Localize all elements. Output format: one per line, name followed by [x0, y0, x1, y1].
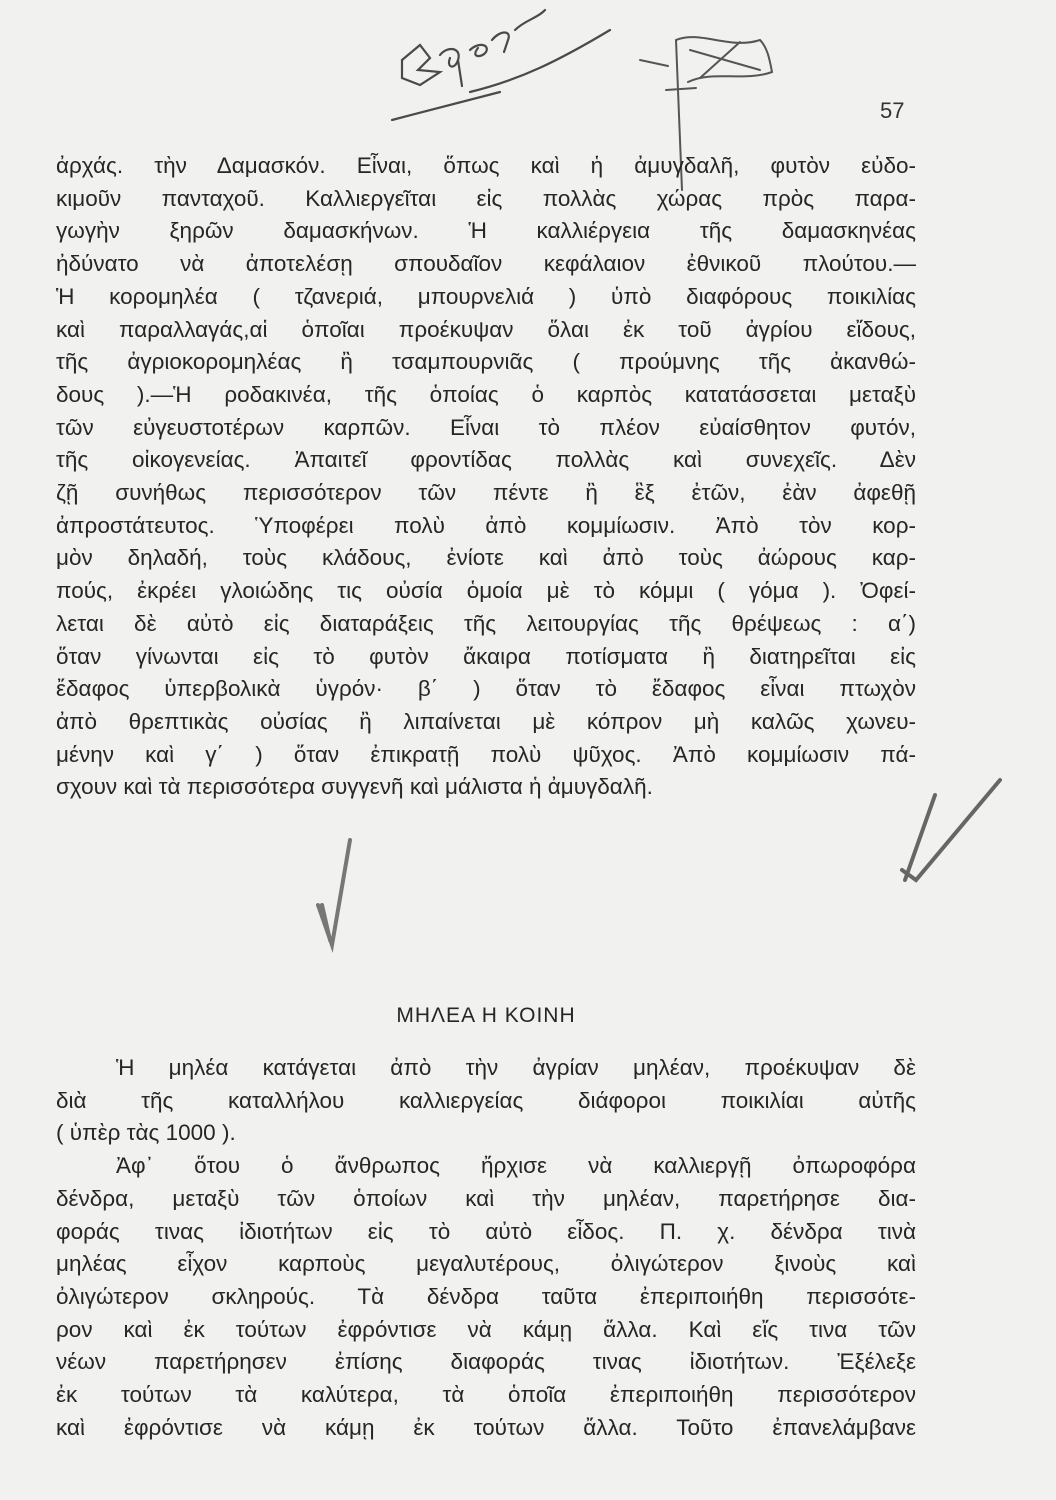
check-mark: [902, 780, 1000, 880]
paragraph-kind-list: [56, 150, 916, 804]
text-line: ζῇ συνήθως περισσότερον τῶν πέντε ἢ ἓξ ἐτῶν, ἐὰν ἀφεθῇ: [56, 480, 916, 506]
text-line: δένδρα, μεταξὺ τῶν ὁποίων καὶ τὴν μηλέαν, παρετήρησε δια-: [56, 1185, 916, 1211]
text-line: μὸν δηλαδή, τοὺς κλάδους, ἐνίοτε καὶ ἀπὸ τοὺς ἀώρους καρ-: [56, 545, 916, 571]
text-line: ἀπροστάτευτος. Ὑποφέρει πολὺ ἀπὸ κομμίωσιν. Ἀπὸ τὸν κορ-: [56, 512, 916, 538]
text-line: ὅταν γίνωνται εἰς τὸ φυτὸν ἄκαιρα ποτίσματα ἢ διατηρεῖται εἰς: [56, 643, 916, 669]
text-line: ἀπὸ θρεπτικὰς οὐσίας ἢ λιπαίνεται μὲ κόπρον μὴ καλῶς χωνευ-: [56, 708, 916, 734]
text-line: ἔδαφος ὑπερβολικὰ ὑγρόν· β΄ ) ὅταν τὸ ἔδαφος εἶναι πτωχὸν: [56, 676, 916, 702]
text-line: λεται δὲ αὐτὸ εἰς διαταράξεις τῆς λειτουργίας τῆς θρέψεως : α΄): [56, 610, 916, 636]
text-line: τῶν εὐγευστοτέρων καρπῶν. Εἶναι τὸ πλέον εὐαίσθητον φυτόν,: [56, 414, 916, 440]
text-line: γωγὴν ξηρῶν δαμασκήνων. Ἡ καλλιέργεια τῆς δαμασκηνέας: [56, 218, 916, 244]
text-line: μηλέας εἶχον καρποὺς μεγαλυτέρους, ὀλιγώτερον ξινοὺς καὶ: [56, 1251, 916, 1277]
text-line: ἠδύνατο νὰ ἀποτελέσῃ σπουδαῖον κεφάλαιον ἐθνικοῦ πλούτου.—: [56, 251, 916, 277]
handwritten-word: [392, 10, 610, 120]
text-line: ( ὑπὲρ τὰς 1000 ).: [56, 1120, 236, 1146]
check-mark: [318, 840, 350, 945]
text-line: νέων παρετήρησεν ἐπίσης διαφοράς τινας ἰδιοτήτων. Ἐξέλεξε: [56, 1349, 916, 1375]
apple-section: [56, 960, 916, 1444]
text-line: διὰ τῆς καταλλήλου καλλιεργείας διάφοροι ποικιλίαι αὐτῆς: [56, 1087, 916, 1113]
apple-intro-paragraph: [56, 1052, 916, 1150]
text-line: Ἡ κορομηλέα ( τζανεριά, μπουρνελιά ) ὑπὸ διαφόρους ποικιλίας: [56, 283, 916, 309]
text-line: ὀλιγώτερον σκληρούς. Τὰ δένδρα ταῦτα ἐπεριποιήθη περισσότε-: [56, 1283, 916, 1309]
text-line: ἀρχάς. τὴν Δαμασκόν. Εἶναι, ὅπως καὶ ἡ ἀμυγδαλῆ, φυτὸν εὐδο-: [56, 153, 916, 178]
text-line: κιμοῦν πανταχοῦ. Καλλιεργεῖται εἰς πολλὰς χώρας πρὸς παρα-: [56, 185, 916, 211]
text-line: ἐκ τούτων τὰ καλύτερα, τὰ ὁποῖα ἐπεριποιήθη περισσότερον: [56, 1382, 916, 1408]
text-line: πούς, ἐκρέει γλοιώδης τις οὐσία ὁμοία μὲ τὸ κόμμι ( γόμα ). Ὀφεί-: [56, 578, 916, 604]
text-line: καὶ ἐφρόντισε νὰ κάμῃ ἐκ τούτων ἄλλα. Τοῦτο ἐπανελάμβανε: [56, 1414, 916, 1440]
apple-history-paragraph: [56, 1150, 916, 1444]
text-line: Ἀφ᾽ ὅτου ὁ ἄνθρωπος ἤρχισε νὰ καλλιεργῇ ὀπωροφόρα: [116, 1153, 916, 1179]
text-line: Ἡ μηλέα κατάγεται ἀπὸ τὴν ἀγρίαν μηλέαν, προέκυψαν δὲ: [116, 1055, 916, 1080]
text-line: ρον καὶ ἐκ τούτων ἐφρόντισε νὰ κάμῃ ἄλλα. Καὶ εἴς τινα τῶν: [56, 1316, 916, 1342]
text-line: καὶ παραλλαγάς,αἱ ὁποῖαι προέκυψαν ὅλαι ἐκ τοῦ ἀγρίου εἴδους,: [56, 316, 916, 342]
text-line: τῆς οἰκογενείας. Ἀπαιτεῖ φροντίδας πολλὰς καὶ συνεχεῖς. Δὲν: [56, 447, 916, 473]
text-line: σχουν καὶ τὰ περισσότερα συγγενῆ καὶ μάλιστα ἡ ἀμυγδαλῆ.: [56, 774, 653, 800]
text-line: τῆς ἀγριοκορομηλέας ἢ τσαμπουρνιᾶς ( προύμνης τῆς ἀκανθώ-: [56, 349, 916, 375]
page-number: 57: [880, 98, 905, 123]
section-heading: ΜΗΛΕΑ Η ΚΟΙΝΗ: [396, 1004, 576, 1027]
text-line: φοράς τινας ἰδιοτήτων εἰς τὸ αὐτὸ εἶδος. Π. χ. δένδρα τινὰ: [56, 1218, 916, 1244]
text-line: δους ).—Ἡ ροδακινέα, τῆς ὁποίας ὁ καρπὸς κατατάσσεται μεταξὺ: [56, 381, 916, 407]
text-line: μένην καὶ γ΄ ) ὅταν ἐπικρατῇ πολὺ ψῦχος. Ἀπὸ κομμίωσιν πά-: [56, 741, 916, 767]
